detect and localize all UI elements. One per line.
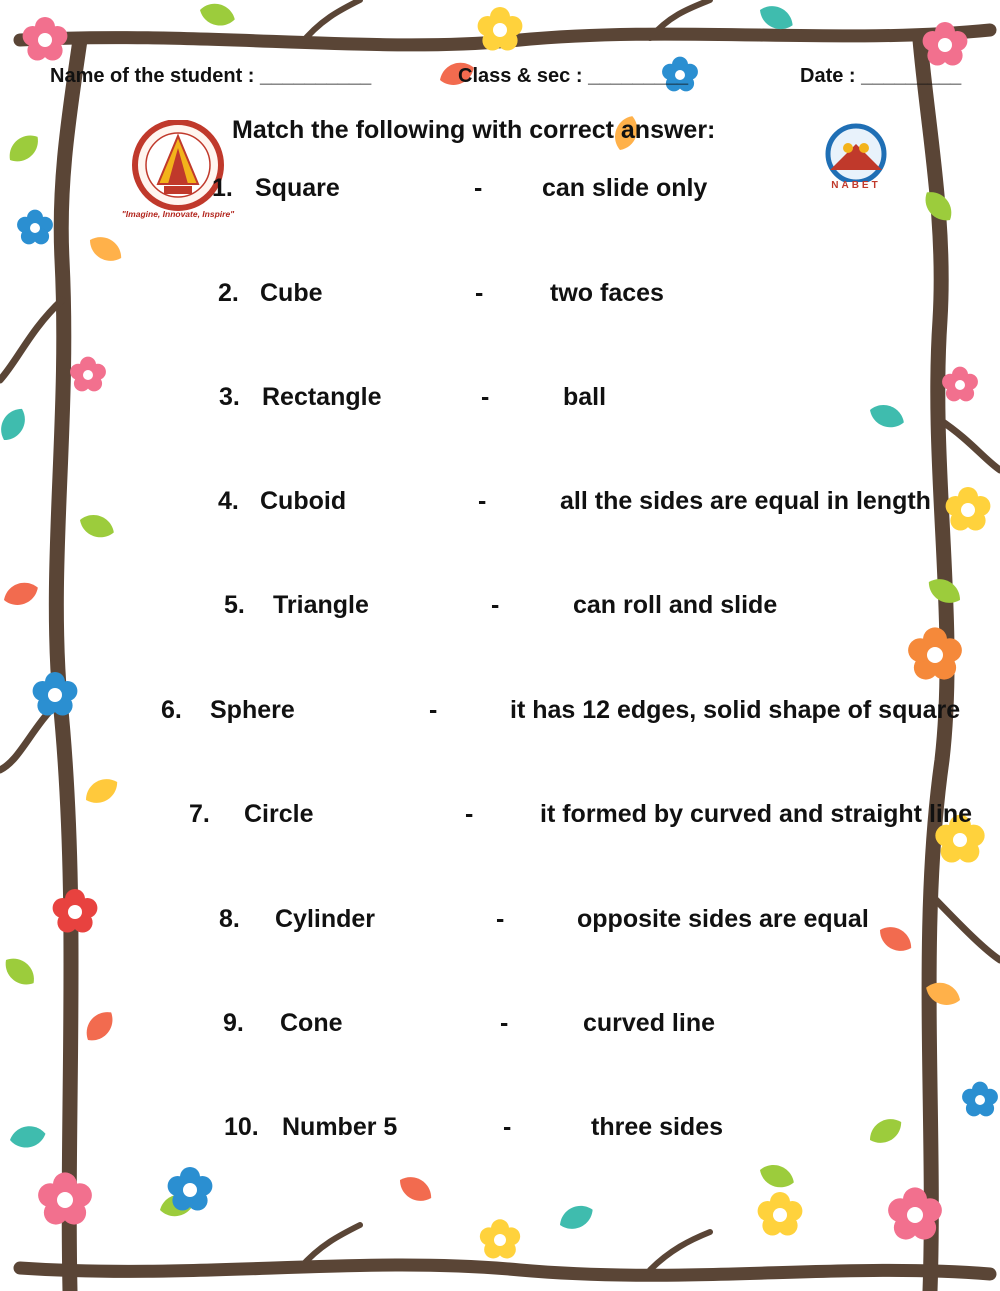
item-dash: -: [491, 591, 500, 619]
item-term: Circle: [244, 800, 314, 828]
item-term: Triangle: [273, 591, 369, 619]
item-answer: three sides: [591, 1113, 724, 1141]
item-term: Rectangle: [262, 383, 382, 411]
item-number: 4.: [218, 487, 239, 515]
item-answer: curved line: [583, 1009, 715, 1037]
item-number: 5.: [224, 591, 245, 619]
item-answer: can roll and slide: [573, 591, 778, 619]
item-number: 7.: [189, 800, 210, 828]
nabet-label: NABET: [831, 180, 881, 191]
student-name-field: Name of the student : __________: [50, 65, 372, 87]
item-dash: -: [481, 383, 490, 411]
date-field: Date : _________: [800, 65, 962, 87]
item-dash: -: [478, 487, 487, 515]
item-number: 2.: [218, 279, 239, 307]
item-number: 3.: [219, 383, 240, 411]
item-dash: -: [429, 696, 438, 724]
item-term: Cuboid: [260, 487, 347, 515]
item-dash: -: [500, 1009, 509, 1037]
school-logo: [118, 120, 238, 225]
item-answer: two faces: [550, 279, 664, 307]
item-number: 9.: [223, 1009, 244, 1037]
item-term: Number 5: [282, 1113, 398, 1141]
item-number: 8.: [219, 905, 240, 933]
item-dash: -: [496, 905, 505, 933]
item-dash: -: [475, 279, 484, 307]
item-answer: it formed by curved and straight line: [540, 800, 973, 828]
item-term: Sphere: [210, 696, 295, 724]
item-dash: -: [465, 800, 474, 828]
item-number: 6.: [161, 696, 182, 724]
item-answer: ball: [563, 383, 607, 411]
item-answer: all the sides are equal in length: [560, 487, 931, 515]
worksheet-title: Match the following with correct answer:: [232, 116, 716, 144]
item-number: 1.: [212, 174, 233, 202]
item-term: Cylinder: [275, 905, 376, 933]
logo-tagline: "Imagine, Innovate, Inspire": [121, 209, 235, 219]
class-section-field: Class & sec : _________: [458, 65, 689, 87]
item-number: 10.: [224, 1113, 259, 1141]
item-answer: it has 12 edges, solid shape of square: [510, 696, 961, 724]
item-term: Cone: [280, 1009, 343, 1037]
nabet-logo: [808, 118, 904, 196]
item-answer: opposite sides are equal: [577, 905, 869, 933]
quality-governance-seal-icon: [808, 118, 904, 182]
item-dash: -: [474, 174, 483, 202]
item-dash: -: [503, 1113, 512, 1141]
item-term: Cube: [260, 279, 323, 307]
item-term: Square: [255, 174, 340, 202]
item-answer: can slide only: [542, 174, 708, 202]
